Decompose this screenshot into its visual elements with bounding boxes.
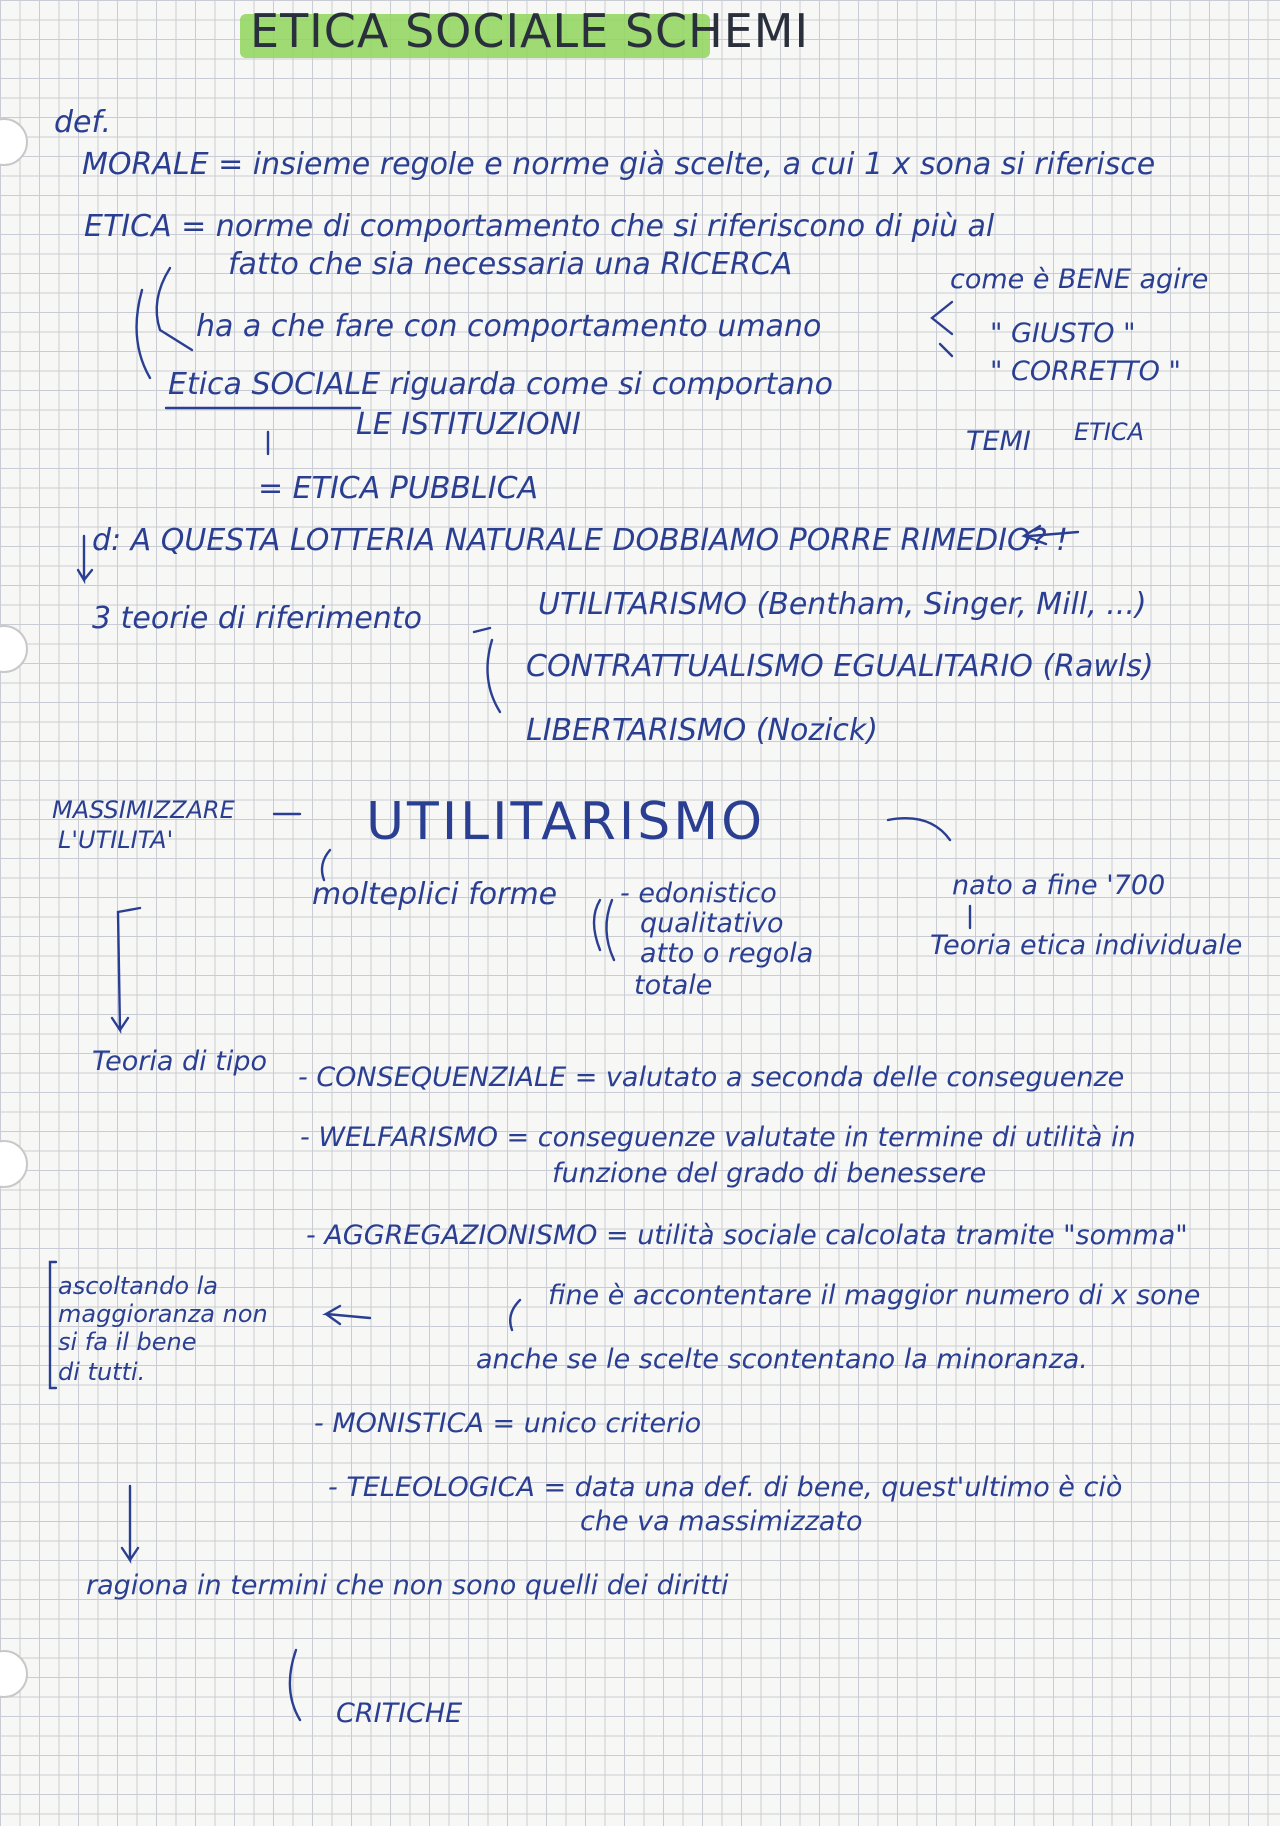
forma-qualitativo: qualitativo — [640, 908, 784, 939]
ascoltando-line2: maggioranza non — [58, 1300, 268, 1328]
giusto-label: " GIUSTO " — [990, 318, 1136, 349]
monistica: - MONISTICA = unico criterio — [314, 1408, 702, 1439]
teoria-di-tipo: Teoria di tipo — [92, 1046, 267, 1077]
ragiona-diritti: ragiona in termini che non sono quelli dei diritti — [86, 1570, 729, 1601]
fine-maggior-numero: fine è accontentare il maggior numero di x sone — [548, 1280, 1201, 1311]
utilitarismo-heading: UTILITARISMO — [366, 792, 766, 852]
anche-se-minoranza: anche se le scelte scontentano la minoranza. — [476, 1344, 1088, 1375]
molteplici-forme: molteplici forme — [312, 877, 558, 912]
comportamento-umano: ha a che fare con comportamento umano — [196, 309, 822, 344]
forma-atto-regola: atto o regola — [640, 938, 814, 969]
ascoltando-line4: di tutti. — [58, 1358, 146, 1386]
massimizzare-line1: MASSIMIZZARE — [52, 796, 235, 824]
teoria-etica-individuale: Teoria etica individuale — [930, 930, 1243, 961]
etica-pubblica: = ETICA PUBBLICA — [258, 471, 539, 506]
welfarismo-line1: - WELFARISMO = conseguenze valutate in termine di utilità in — [300, 1122, 1136, 1153]
teoria-libertarismo: LIBERTARISMO (Nozick) — [526, 713, 878, 748]
teleologica-line1: - TELEOLOGICA = data una def. di bene, quest'ultimo è ciò — [328, 1472, 1123, 1503]
forma-totale: totale — [634, 970, 713, 1001]
ascoltando-line1: ascoltando la — [58, 1272, 219, 1300]
page-title: ETICA SOCIALE SCHEMI — [250, 4, 810, 58]
ascoltando-line3: si fa il bene — [58, 1328, 197, 1356]
conseguenziale: - CONSEQUENZIALE = valutato a seconda delle conseguenze — [298, 1062, 1125, 1093]
def-label: def. — [54, 105, 112, 140]
massimizzare-line2: L'UTILITA' — [58, 826, 174, 854]
come-bene-agire: come è BENE agire — [950, 264, 1209, 295]
aggregazionismo: - AGGREGAZIONISMO = utilità sociale calcolata tramite "somma" — [306, 1220, 1188, 1251]
etica-sociale: Etica SOCIALE riguarda come si comportano — [168, 367, 833, 402]
domanda-lotteria: d: A QUESTA LOTTERIA NATURALE DOBBIAMO PORRE RIMEDIO? ! — [92, 523, 1069, 558]
teleologica-line2: che va massimizzato — [580, 1506, 863, 1537]
teoria-contrattualismo: CONTRATTUALISMO EGUALITARIO (Rawls) — [526, 649, 1154, 684]
etica-definition-line1: ETICA = norme di comportamento che si riferiscono di più al — [84, 209, 995, 244]
le-istituzioni: LE ISTITUZIONI — [356, 407, 581, 442]
etica-small-label: ETICA — [1074, 418, 1145, 446]
morale-definition: MORALE = insieme regole e norme già scelte, a cui 1 x sona si riferisce — [82, 147, 1156, 182]
nato-fine-700: nato a fine '700 — [952, 870, 1166, 901]
forma-edonistico: - edonistico — [620, 878, 777, 909]
tre-teorie: 3 teorie di riferimento — [92, 601, 422, 636]
corretto-label: " CORRETTO " — [990, 356, 1181, 387]
temi-label: TEMI — [966, 426, 1031, 457]
teoria-utilitarismo: UTILITARISMO (Bentham, Singer, Mill, ...) — [538, 587, 1147, 622]
etica-definition-line2: fatto che sia necessaria una RICERCA — [228, 247, 793, 282]
critiche: CRITICHE — [336, 1698, 463, 1729]
welfarismo-line2: funzione del grado di benessere — [552, 1158, 987, 1189]
